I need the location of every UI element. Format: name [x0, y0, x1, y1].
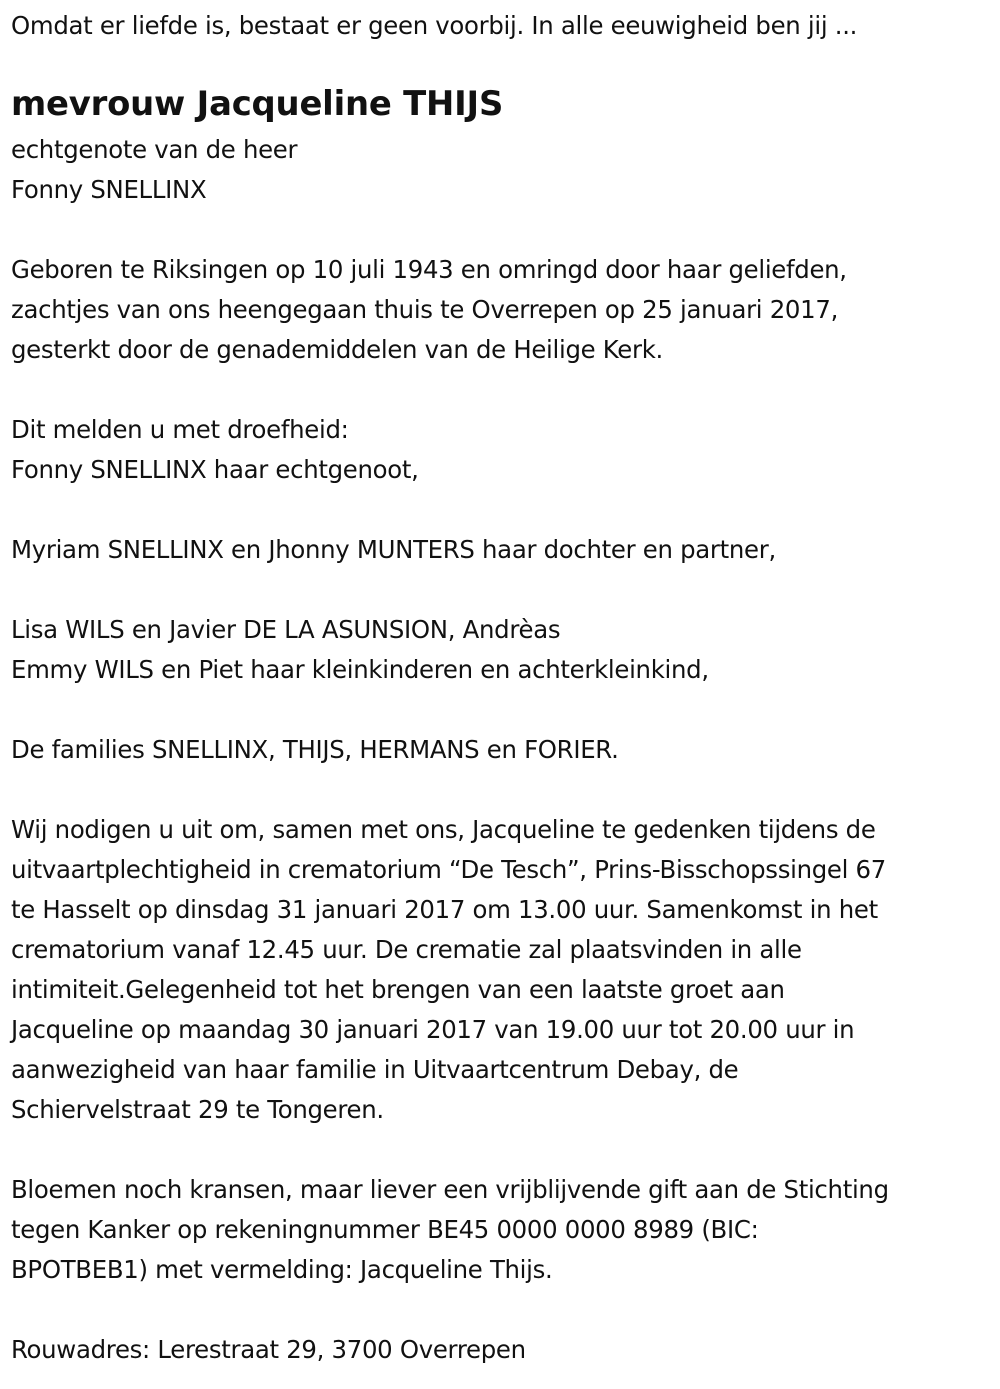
deceased-name-heading: mevrouw Jacqueline THIJS [11, 84, 504, 124]
announcement-paragraph [11, 410, 996, 490]
paragraph-gap [11, 210, 996, 250]
motto-line: Omdat er liefde is, bestaat er geen voorbij. In alle eeuwigheid ben jij ... [11, 11, 858, 40]
paragraph-line: Wij nodigen u uit om, samen met ons, Jacqueline te gedenken tijdens de [11, 815, 876, 844]
paragraph-gap [11, 690, 996, 730]
paragraph-line: Jacqueline op maandag 30 januari 2017 van 19.00 uur tot 20.00 uur in [11, 1015, 855, 1044]
ceremony-paragraph [11, 810, 996, 1130]
paragraph-line: Bloemen noch kransen, maar liever een vrijblijvende gift aan de Stichting [11, 1175, 889, 1204]
paragraph-line: gesterkt door de genademiddelen van de Heilige Kerk. [11, 335, 663, 364]
birth-death-paragraph [11, 250, 996, 370]
paragraph-line: te Hasselt op dinsdag 31 januari 2017 om 13.00 uur. Samenkomst in het [11, 895, 878, 924]
spouse-block [11, 130, 996, 210]
paragraph-gap [11, 570, 996, 610]
paragraph-line: tegen Kanker op rekeningnummer BE45 0000 0000 8989 (BIC: [11, 1215, 759, 1244]
paragraph-line: Emmy WILS en Piet haar kleinkinderen en achterkleinkind, [11, 655, 709, 684]
paragraph-gap [11, 1130, 996, 1170]
paragraph-line: Lisa WILS en Javier DE LA ASUNSION, Andrèas [11, 615, 561, 644]
paragraph-line: intimiteit.Gelegenheid tot het brengen van een laatste groet aan [11, 975, 785, 1004]
obituary-document [11, 0, 996, 1370]
mourning-address-line: Rouwadres: Lerestraat 29, 3700 Overrepen [11, 1335, 526, 1364]
spouse-line: Fonny SNELLINX [11, 175, 207, 204]
paragraph-line: Geboren te Riksingen op 10 juli 1943 en omringd door haar geliefden, [11, 255, 847, 284]
paragraph-line: Dit melden u met droefheid: [11, 415, 349, 444]
paragraph-line: Fonny SNELLINX haar echtgenoot, [11, 455, 419, 484]
donation-paragraph [11, 1170, 996, 1290]
families-line: De families SNELLINX, THIJS, HERMANS en FORIER. [11, 735, 619, 764]
paragraph-line: BPOTBEB1) met vermelding: Jacqueline Thijs. [11, 1255, 553, 1284]
paragraph-gap [11, 490, 996, 530]
paragraph-line: uitvaartplechtigheid in crematorium “De Tesch”, Prins-Bisschopssingel 67 [11, 855, 886, 884]
paragraph-gap [11, 370, 996, 410]
paragraph-gap [11, 770, 996, 810]
paragraph-line: aanwezigheid van haar familie in Uitvaartcentrum Debay, de [11, 1055, 739, 1084]
grandchildren-paragraph [11, 610, 996, 690]
daughter-line: Myriam SNELLINX en Jhonny MUNTERS haar dochter en partner, [11, 535, 776, 564]
paragraph-gap [11, 1290, 996, 1330]
paragraph-line: Schiervelstraat 29 te Tongeren. [11, 1095, 384, 1124]
paragraph-line: zachtjes van ons heengegaan thuis te Overrepen op 25 januari 2017, [11, 295, 839, 324]
paragraph-line: crematorium vanaf 12.45 uur. De crematie zal plaatsvinden in alle [11, 935, 802, 964]
spouse-line: echtgenote van de heer [11, 135, 298, 164]
